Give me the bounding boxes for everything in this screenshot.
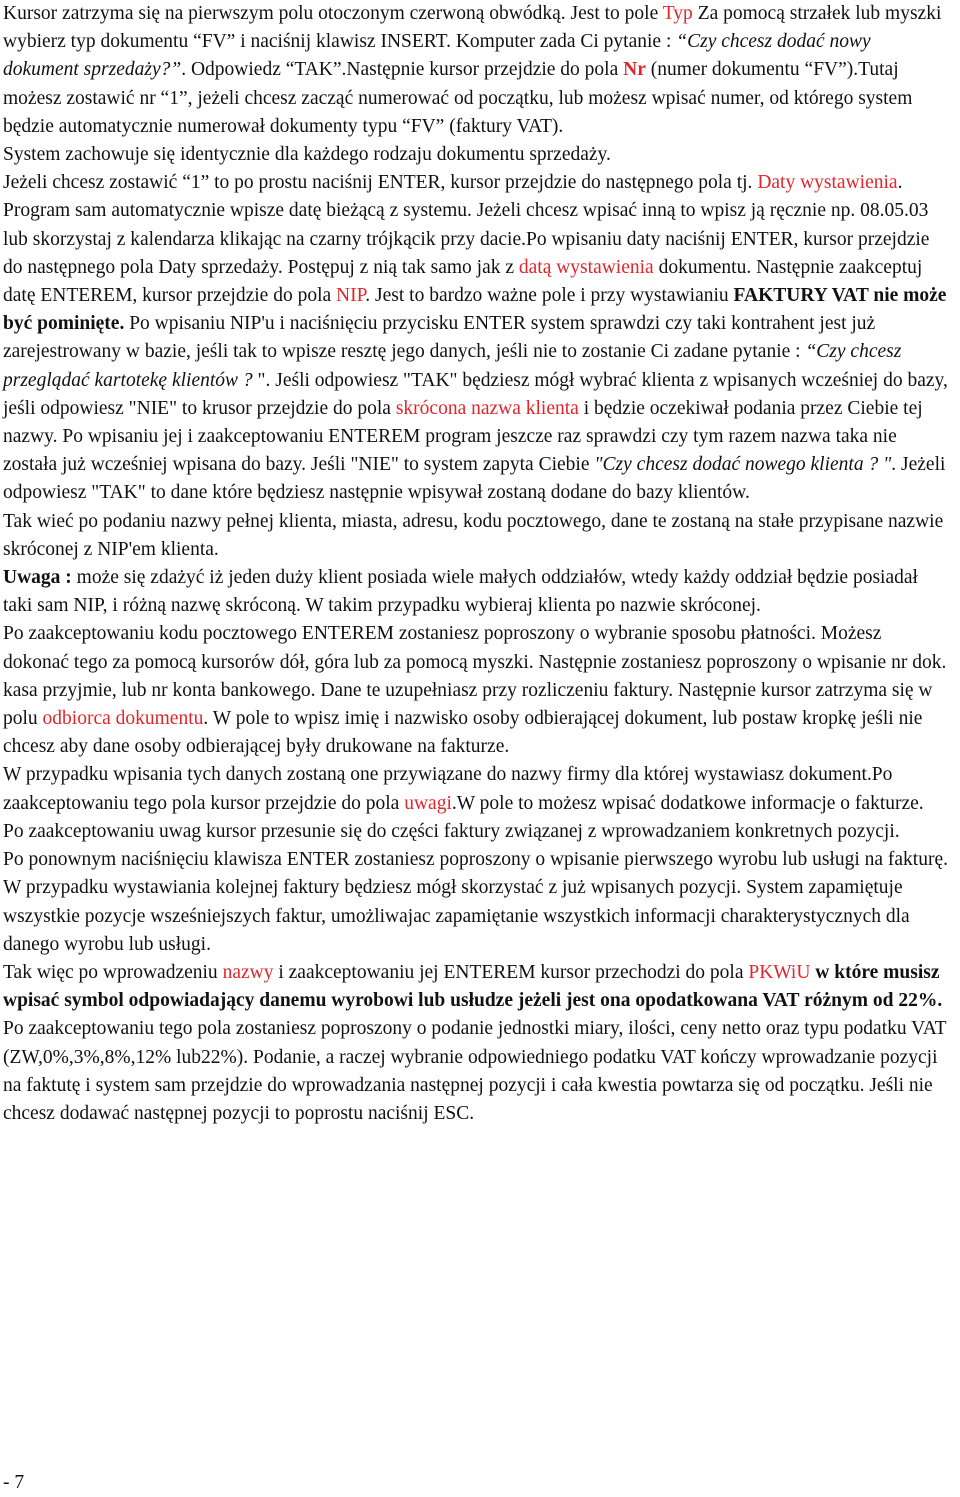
text-run: .W pole to możesz wpisać dodatkowe informacje o fakturze. — [451, 792, 924, 814]
text-run: “Czy chcesz przeglądać kartotekę klientów ? — [3, 341, 902, 391]
text-run: W przypadku wpisania tych danych zostaną one przywiązane do nazwy firmy dla której wystawiasz dokument.Po zaakceptowaniu tego pola kursor przejdzie do pola — [3, 764, 893, 814]
text-run: Po wpisaniu NIP'u i naciśnięciu przycisku ENTER system sprawdzi czy taki kontrahent jest już zarejestrowany w bazie, jeśli tak to wpisze resztę jego danych, jeśli nie to zostanie Ci zadane pytanie : — [3, 313, 876, 363]
text-run: Po ponownym naciśnięciu klawisza ENTER zostaniesz poproszony o wpisanie pierwszego wyrobu lub usługi na fakturę. W przypadku wystawiania kolejnej faktury będziesz mógł skorzystać z już wpisanych pozycji. System zapamiętuje wszystkie pozycje wsześniejszych faktur, umożliwajac zapamiętanie wszystkich informacji charakterystycznych dla danego wyrobu lub usługi. — [3, 849, 948, 955]
paragraph — [3, 508, 950, 564]
field-name-highlight: Typ — [662, 3, 693, 24]
text-run: Po zaakceptowaniu kodu pocztowego ENTEREM zostaniesz poproszony o wybranie sposobu płatności. Możesz dokonać tego za pomocą kursorów dół, góra lub za pomocą myszki. Następnie zostaniesz poproszony o wpisanie nr dok. kasa przyjmie, lub nr konta bankowego. Dane te uzupełniasz przy rozliczeniu faktury. Następnie kursor zatrzyma się w polu — [3, 623, 947, 730]
text-run: . Program sam automatycznie wpisze datę bieżącą z systemu. Jeżeli chcesz wpisać inną to wpisz ją ręcznie np. 08.05.03 lub skorzystaj z kalendarza klikając na czarny trójkącik przy dacie.Po wpisaniu daty naciśnij ENTER, kursor przejdzie do następnego pola Daty sprzedaży. Postępuj z nią tak samo jak z — [3, 172, 930, 278]
text-run: . W pole to wpisz imię i nazwisko osoby odbierającej dokument, lub postaw kropkę jeśli nie chcesz aby dane osoby odbierającej były drukowane na fakturze. — [3, 708, 923, 758]
text-run: “Czy chcesz dodać nowy dokument sprzedaży?” — [3, 31, 871, 81]
field-name-highlight: Daty wystawienia — [757, 172, 898, 194]
paragraph — [3, 620, 950, 761]
paragraph — [3, 761, 950, 817]
page-number: - 7 — [3, 1472, 25, 1493]
text-run: Kursor zatrzyma się na pierwszym polu otoczonym czerwoną obwódką. Jest to pole — [3, 3, 663, 24]
field-name-highlight: nazwy — [222, 961, 274, 983]
text-run: i będzie oczekiwał podania przez Ciebie tej nazwy. Po wpisaniu jej i zaakceptowaniu ENTEREM program jeszcze raz sprawdzi czy tym razem nazwa taka nie została już wcześniej wpisana do bazy. Jeśli "NIE" to system zapyta Ciebie — [3, 397, 923, 476]
text-run: "Czy chcesz dodać nowego klienta ? " — [594, 454, 892, 476]
text-run: FAKTURY VAT nie może być pominięte. — [3, 285, 947, 335]
field-name-highlight: NIP — [336, 285, 366, 307]
paragraph — [3, 818, 950, 846]
paragraph — [3, 846, 950, 959]
text-run: dokumentu. Następnie zaakceptuj datę ENTEREM, kursor przejdzie do pola — [3, 256, 923, 307]
text-run: . Jeżeli odpowiesz "TAK" to dane które będziesz następnie wpisywał zostaną dodane do bazy klientów. — [3, 454, 946, 504]
text-run: (numer dokumentu “FV”).Tutaj możesz zostawić nr “1”, jeżeli chcesz zacząć numerować od początku, lub możesz wpisać numer, od którego system będzie automatycznie numerował dokumenty typu “FV” (faktury VAT). — [3, 59, 913, 137]
field-name-highlight: skrócona nazwa klienta — [395, 397, 579, 419]
text-run: Tak wieć po podaniu nazwy pełnej klienta, miasta, adresu, kodu pocztowego, dane te zostaną na stałe przypisane nazwie skróconej z NIP'em klienta. — [3, 510, 944, 560]
text-run: Za pomocą strzałek lub myszki wybierz typ dokumentu “FV” i naciśnij klawisz INSERT. Komputer zada Ci pytanie : — [3, 3, 942, 53]
paragraph — [3, 959, 950, 1015]
text-run: . Odpowiedz “TAK”.Następnie kursor przejdzie do pola — [181, 59, 624, 81]
text-run: System zachowuje się identycznie dla każdego rodzaju dokumentu sprzedaży. — [3, 144, 611, 166]
document-body — [3, 0, 950, 1128]
field-name-highlight: datą wystawienia — [518, 256, 654, 278]
field-name-highlight: odbiorca dokumentu — [42, 708, 204, 730]
text-run: Tak więc po wprowadzeniu — [3, 961, 223, 983]
paragraph — [3, 169, 950, 507]
field-name-highlight: PKWiU — [748, 961, 811, 983]
paragraph — [3, 0, 950, 141]
field-name-highlight: Nr — [623, 59, 646, 81]
text-run: w które musisz wpisać symbol odpowiadający danemu wyrobowi lub usłudze jeżeli jest ona opodatkowana VAT różnym od 22%. — [3, 961, 943, 1012]
text-run: ". Jeśli odpowiesz "TAK" będziesz mógł wybrać klienta z wpisanych wcześniej do bazy, jeśli odpowiesz "NIE" to krusor przejdzie do pola — [3, 369, 948, 419]
text-run: Uwaga : — [3, 567, 72, 589]
text-run: . Jest to bardzo ważne pole i przy wystawianiu — [365, 285, 734, 307]
text-run: Po zaakceptowaniu tego pola zostaniesz poproszony o podanie jednostki miary, ilości, ceny netto oraz typu podatku VAT (ZW,0%,3%,8%,12% lub22%). Podanie, a raczej wybranie odpowiedniego podatku VAT kończy wprowadzanie pozycji na faktutę i system sam przejdzie do wprowadzania następnej pozycji i cała kwestia powtarza się od początku. Jeśli nie chcesz dodawać następnej pozycji to poprostu naciśnij ESC. — [3, 1018, 947, 1124]
paragraph — [3, 564, 950, 620]
paragraph — [3, 1015, 950, 1128]
field-name-highlight: uwagi — [404, 792, 452, 814]
paragraph — [3, 141, 950, 169]
text-run: może się zdażyć iż jeden duży klient posiada wiele małych oddziałów, wtedy każdy oddział będzie posiadał taki sam NIP, i różną nazwę skróconą. W takim przypadku wybieraj klienta po nazwie skróconej. — [3, 567, 918, 617]
text-run: Po zaakceptowaniu uwag kursor przesunie się do części faktury związanej z wprowadzaniem konkretnych pozycji. — [3, 820, 900, 842]
text-run: Jeżeli chcesz zostawić “1” to po prostu naciśnij ENTER, kursor przejdzie do następnego pola tj. — [3, 172, 758, 194]
text-run: i zaakceptowaniu jej ENTEREM kursor przechodzi do pola — [273, 961, 749, 983]
